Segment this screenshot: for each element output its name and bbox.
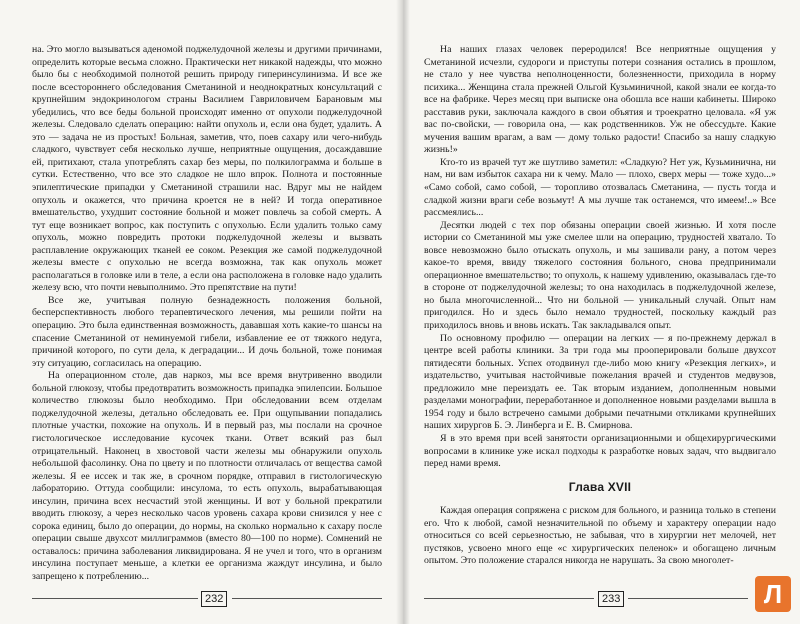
page-number-right: 233 xyxy=(598,591,624,607)
footer-rule-right xyxy=(628,598,748,599)
left-paragraph-3: На операционном столе, дав наркоз, мы все время внутривенно вводили больной глюкозу, чтобы предотвратить возможность припадка эпилепсии. Большое количество глюкозы было необходимо. При обследовании всем отделам поджелудочной железы, детально обследовать ее. При ощупывании попадались плотные участки, похожие на опухоль. И в первый раз, мы послали на срочное гистологическое исследование кусочек ткани. Ответ всякий раз был отрицательный. Наконец в хвостовой части железы мы обнаружили опухоль небольшой фасолинку. Она по цвету и по плотности отличалась от вещества самой железы. Я ее иссек и так же, в срочном порядке, отправил в гистологическую лабораторию. Оттуда сообщили: инсулома, то есть опухоль, вырабатывающая инсулин, причина всех несчастий этой женщины. И вот у больной прекратили вводить глюкозу, а через несколько часов уровень сахара крови снизился у нее с сорока единиц, было до операции, до нормы, на сколько нормально к сахару после операции свыше двухсот миллиграммов (вместо 80—100 по норме). Сомнений не оставалось: причина заболевания ликвидирована. Я не учел и того, что в организм инсулина поступает меньше, а клетки ее организма жаждут инсулина, и было запрещено к потреблению... xyxy=(32,370,382,582)
right-paragraph-6: Каждая операция сопряжена с риском для больного, и разница только в степени его. Что к любой, самой незначительной по объему и характеру операции надо относиться со всей серьезностью, не забывая, что в хирургии нет мелочей, нет пустяков, усвоено много еще «с хирургических пеленок» и обогащено личным опытом. Это положение старался никогда не нарушать. За свою многолет- xyxy=(424,505,776,567)
footer-rule-left xyxy=(424,598,594,599)
publisher-logo-icon: Л xyxy=(755,576,791,612)
right-paragraph-3: Десятки людей с тех пор обязаны операции своей жизнью. И хотя после истории со Сметаниной мы уже смелее шли на операцию, трудностей хватало. То вовсе невозможно было отыскать опухоль, и мы зашивали рану, а потом через какое-то время, ввиду тяжелого состояния больного, снова предпринимали операционное вмешательство; то опухоль, к нашему удивлению, оказывалась где-то в стороне от поджелудочной железы; то она находилась в поджелудочной железе, но была многочисленной... Что ни больной — уникальный случай. Опыт нам пригодился. Но и здесь было немало трудностей, поскольку каждый раз приходилось вновь и вновь искать. Так закладывался опыт. xyxy=(424,219,776,332)
right-paragraph-5: Я в это время при всей занятости организационными и общехирургическими вопросами в клинике уже искал подходы к разработке новых задач, что выдвигало перед нами время. xyxy=(424,432,776,470)
right-paragraph-1: На наших глазах человек переродился! Все неприятные ощущения у Сметаниной исчезли, судороги и приступы потери сознания остались в прошлом, не стало у нее чувства неполноценности, болезненности, приходила в норму психика... Женщина стала прежней Ольгой Кузьминичной, какой знали ее когда-то все на фабрике. Через месяц при выписке она обошла все наши кабинеты. Широко расставив руки, заключала каждого в свои объятия и троекратно целовала. «Я уж вас по-свойски, — говорила она, — как родственников. Уж не обессудьте. Какие мучения вашим врагам, а вам — дому только радости! Спасибо за нашу сладкую жизнь!» xyxy=(424,44,776,156)
page-number-left: 232 xyxy=(201,591,227,607)
right-page-text xyxy=(424,44,776,568)
right-paragraph-2: Кто-то из врачей тут же шутливо заметил: «Сладкую? Нет уж, Кузьминична, ни нам, ни вам избыток сахара ни к чему. Мало — плохо, сверх меры — тоже худо...» «Само собой, само собой, — торопливо отозвалась Сметанина, — пусть тогда и сладкой жизни враги себе возьмут! А мы лучше так останемся, что имеем!..» Все рассмеялись... xyxy=(424,156,776,219)
left-paragraph-1: на. Это могло вызываться аденомой поджелудочной железы и другими причинами, определить которые весьма сложно. Практически нет никакой надежды, что можно было бы с необходимой полнотой решить природу гиперинсулинизма. И все же после всестороннего обследования Сметаниной и неоднократных консультаций с крупнейшим эндокринологом страны Василием Гавриловичем Барановым мы убедились, что все беды больной происходят именно от опухоли поджелудочной железы. Следовало сделать операцию: найти опухоль и, если она будет, удалить. А это — задача не из простых! Больная, заметив, что, поев сахару или чего-нибудь сладкого, чувствует себя несколько лучше, неприятные ощущения, досаждавшие ей, притихают, стала употреблять сахар без меры, по полкилограмма и больше в сутки. Естественно, что все это сладкое не шло впрок. Полнота и постоянные эпилептические припадки у Сметаниной страшили нас. Вдруг мы не найдем опухоль и окажется, что причина кроется не в ней? И тогда оперативное вмешательство, ухудшит состояние больной и может повлечь за собой смерть. А тут еще возникает вопрос, как поступить с опухолью. Если удалить только саму опухоль, можно повредить протоки поджелудочной железы и вызвать расплавление окружающих тканей ее соком. Резекция же самой поджелудочной железы вместе с опухолью не всегда возможна, так как опухоль может располагаться в головке или в теле, а если она расположена в головке надо удалить железу всю, что почти невыполнимо. Это препятствие на пути! xyxy=(32,44,382,294)
right-page xyxy=(402,0,800,624)
left-paragraph-2: Все же, учитывая полную безнадежность положения больной, бесперспективность любого терапевтического лечения, мы решили пойти на операцию. Это была единственная возможность, дававшая хоть какие-то шансы на спасение Сметаниной от неминуемой гибели, избавление ее от тяжкого недуга, причиной которого, по сути дела, к деградации... И дочь больной, тоже понимая эту ситуацию, согласилась на операцию. xyxy=(32,294,382,369)
left-page-text xyxy=(32,44,382,584)
footer-rule-right xyxy=(232,598,382,599)
footer-rule-left xyxy=(32,598,198,599)
right-paragraph-4: По основному профилю — операции на легких — я по-прежнему держал в центре всей работы клиники. За три года мы прооперировали больше двухсот пятидесяти больных. Успех отодвинул где-либо мою книгу «Резекция легких», и издательство, учитывая настойчивые пожелания врачей и студентов медвузов, предложило мне переиздать ее. Так вторым изданием, дополненным новыми разделами монографии, переработанное и дополненное новыми разделами вышла в 1954 году и было встречено самыми добрыми печатными откликами крупнейших наших хирургов Б. Э. Линберга и Е. В. Смирнова. xyxy=(424,332,776,432)
chapter-heading: Глава XVII xyxy=(568,479,632,494)
book-gutter xyxy=(396,0,410,624)
